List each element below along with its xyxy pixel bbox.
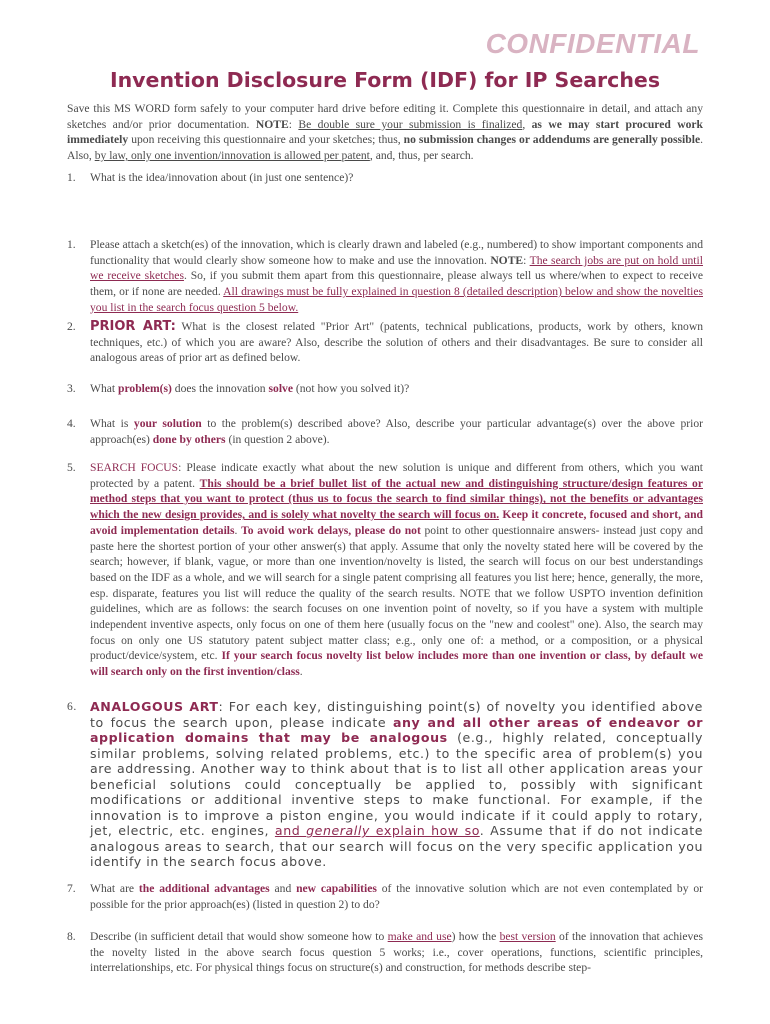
page-title: Invention Disclosure Form (IDF) for IP Searches	[109, 68, 661, 92]
text-run: of the innovative solution which are not even contemplated by or possible for the prior approach(es) (listed in question 2) to do?	[90, 882, 703, 911]
question-text	[90, 881, 703, 912]
question-number: 7.	[67, 882, 76, 895]
question-1-idea	[67, 170, 703, 186]
question-5-search-focus	[67, 460, 703, 680]
question-2-prior-art	[67, 319, 703, 366]
solve-emphasis: solve	[268, 382, 293, 395]
text-run: : Please indicate exactly what about the new solution is unique and different from others, which you want protected by a patent.	[90, 461, 703, 490]
text-run: What	[90, 382, 119, 395]
one-invention-note: by law, only one invention/innovation is allowed per patent	[94, 149, 370, 163]
text-run: point to other questionnaire answers- instead just copy and paste here the shortest portion of your other answer(s) that apply. Assume that only the novelty stated here will be covered by the search; however, if blank, vague, or more than one invention/novelty is listed, the search will focus on our best understandings based on the IDF as a whole, and we will search for a single patent comprising all features you list here; hence, generally, the more, esp. disparate, features you list will reduce the quality of the search results. NOTE that we follow USPTO invention definition guidelines, which are as follows: the search focuses on one invention point of novelty, so if you have a system with multiple independent inventive aspects, only focus on one of them here (usually focus on the "new and coolest" one). Also, the search may focus on only one US statutory patent subject matter class; e.g., only one of: a method, or a composition, or a physical product/device/system, etc.	[90, 523, 703, 663]
advantages-emphasis: the additional advantages	[138, 882, 270, 895]
question-8-description	[67, 929, 703, 976]
no-changes-note: no submission changes or addendums are generally possible	[403, 133, 701, 147]
question-number: 6.	[67, 700, 77, 713]
intro-paragraph	[67, 101, 703, 164]
finalized-warning: Be double sure your submission is finalized	[298, 117, 523, 131]
text-run: Describe (in sufficient detail that would show someone how to	[90, 930, 388, 943]
drawings-note: All drawings must be fully explained in question 8 (detailed description) below and show the novelties you list in the search focus question 5 below.	[90, 285, 703, 314]
procured-work-note: as we may start procured work immediately	[67, 117, 703, 147]
explain-how-note	[275, 823, 480, 838]
bullet-list-instruction: This should be a brief bullet list of the actual new and distinguishing structure/design features or method steps that you want to protect (thus us to focus the search to find similar things), not the benefits or advantages which the new design provides, and is solely what novelty the search will focus on.	[90, 476, 703, 522]
question-text	[90, 381, 703, 397]
analogous-art-label: ANALOGOUS ART	[90, 699, 219, 714]
capabilities-emphasis: new capabilities	[296, 882, 377, 895]
default-search-note: If your search focus novelty list below includes more than one invention or class, by default we will search only on the first invention/class	[90, 649, 703, 679]
question-7-advantages	[67, 881, 703, 912]
text-run: ) how the	[451, 930, 500, 943]
question-6-analogous-art	[67, 699, 703, 870]
text-run: does the innovation	[171, 382, 269, 395]
intro-text: . Also,	[67, 133, 704, 163]
text-run: .	[299, 665, 303, 679]
text-run: of the innovation that achieves the novelty listed in the above search focus question 5 works; i.e., cover operations, functions, scientific principles, interrelationships, etc. For physical things focus on structure(s) and construction, for methods describe step-	[90, 930, 704, 975]
text-run: (in question 2 above).	[225, 432, 330, 446]
prior-art-label: PRIOR ART:	[90, 319, 176, 334]
text-run: . Assume that if do not indicate analogous areas to search, that our search will focus on the very specific application you identify in the search focus above.	[90, 823, 703, 869]
question-text: What is the idea/innovation about (in just one sentence)?	[90, 171, 354, 184]
text-run: (not how you solved it)?	[293, 382, 410, 395]
text-run: and	[269, 882, 297, 895]
confidential-stamp: CONFIDENTIAL	[485, 28, 700, 59]
intro-text: upon receiving this questionnaire and your sketches; thus,	[128, 133, 404, 147]
intro-text: ,	[522, 117, 532, 131]
note-label: NOTE	[255, 117, 289, 131]
text-run: :	[523, 253, 530, 267]
question-number: 4.	[67, 417, 76, 430]
solution-emphasis: your solution	[133, 417, 202, 430]
search-focus-label: SEARCH FOCUS	[90, 461, 179, 474]
intro-text: , and, thus, per search.	[369, 149, 474, 163]
question-number: 1.	[67, 171, 76, 184]
question-number: 5.	[67, 461, 76, 474]
question-text	[90, 237, 703, 316]
text-run: What are	[90, 882, 139, 895]
others-emphasis: done by others	[152, 432, 226, 446]
question-text	[90, 460, 703, 680]
best-version-note: best version	[499, 930, 556, 943]
question-text	[90, 416, 703, 447]
question-number: 2.	[67, 320, 76, 333]
sketch-hold-note: The search jobs are put on hold until we receive sketches	[90, 253, 703, 283]
text-run: explain how so	[369, 823, 480, 838]
text-run: Please attach a sketch(es) of the innovation, which is clearly drawn and labeled (e.g., numbered) to show important components and functionality that would clearly show someone how to make and use the innovation.	[90, 238, 703, 267]
question-text	[90, 699, 703, 870]
avoid-delays-note: To avoid work delays, please do not	[241, 523, 421, 537]
question-text	[90, 929, 703, 976]
question-text	[90, 319, 703, 366]
question-number: 3.	[67, 382, 76, 395]
intro-text: :	[288, 117, 299, 131]
question-1-sketches	[67, 237, 703, 316]
text-run: .	[234, 523, 242, 537]
question-4-solution	[67, 416, 703, 447]
text-run: What is the closest related "Prior Art" (patents, technical publications, products, work by others, known techniques, etc.) of which you are aware? Also, describe the solution of others and their disadvantages. Be sure to consider all analogous areas of prior art as defined below.	[90, 320, 703, 365]
text-run: generally	[306, 823, 370, 838]
analogous-domains-emphasis: any and all other areas of endeavor or application domains that may be analogous	[90, 714, 703, 745]
text-run: What is	[90, 417, 134, 430]
text-run: to the problem(s) described above? Also, describe your particular advantage(s) over the above prior approach(es)	[90, 417, 703, 446]
problem-emphasis: problem(s)	[118, 382, 172, 395]
question-number: 1.	[67, 238, 76, 251]
make-and-use-note: make and use	[387, 930, 452, 943]
question-3-problem	[67, 381, 703, 397]
question-number: 8.	[67, 930, 76, 943]
keep-concrete-note: Keep it concrete, focused and short, and avoid implementation details	[90, 508, 703, 537]
text-run: : For each key, distinguishing point(s) of novelty you identified above to focus the search upon, please indicate	[90, 699, 703, 730]
text-run: (e.g., highly related, conceptually similar problems, solving related problems, etc.) to the specific area of problem(s) you are addressing. Another way to think about that is to list all other application areas your beneficial solutions could conceptually be applied to, possibly with significant modifications or additional inventive steps to make functional. For example, if the innovation is to improve a piston engine, you would indicate if it could apply to rotary, jet, electric, etc. engines,	[90, 730, 703, 838]
intro-text: Save this MS WORD form safely to your computer hard drive before editing it. Complete this questionnaire in detail, and attach any sketches and/or prior documentation.	[67, 102, 703, 131]
text-run: and	[274, 823, 307, 838]
text-run: . So, if you submit them apart from this questionnaire, please always tell us where/when to expect to receive them, or if none are needed.	[90, 269, 704, 299]
note-label: NOTE	[490, 253, 524, 267]
